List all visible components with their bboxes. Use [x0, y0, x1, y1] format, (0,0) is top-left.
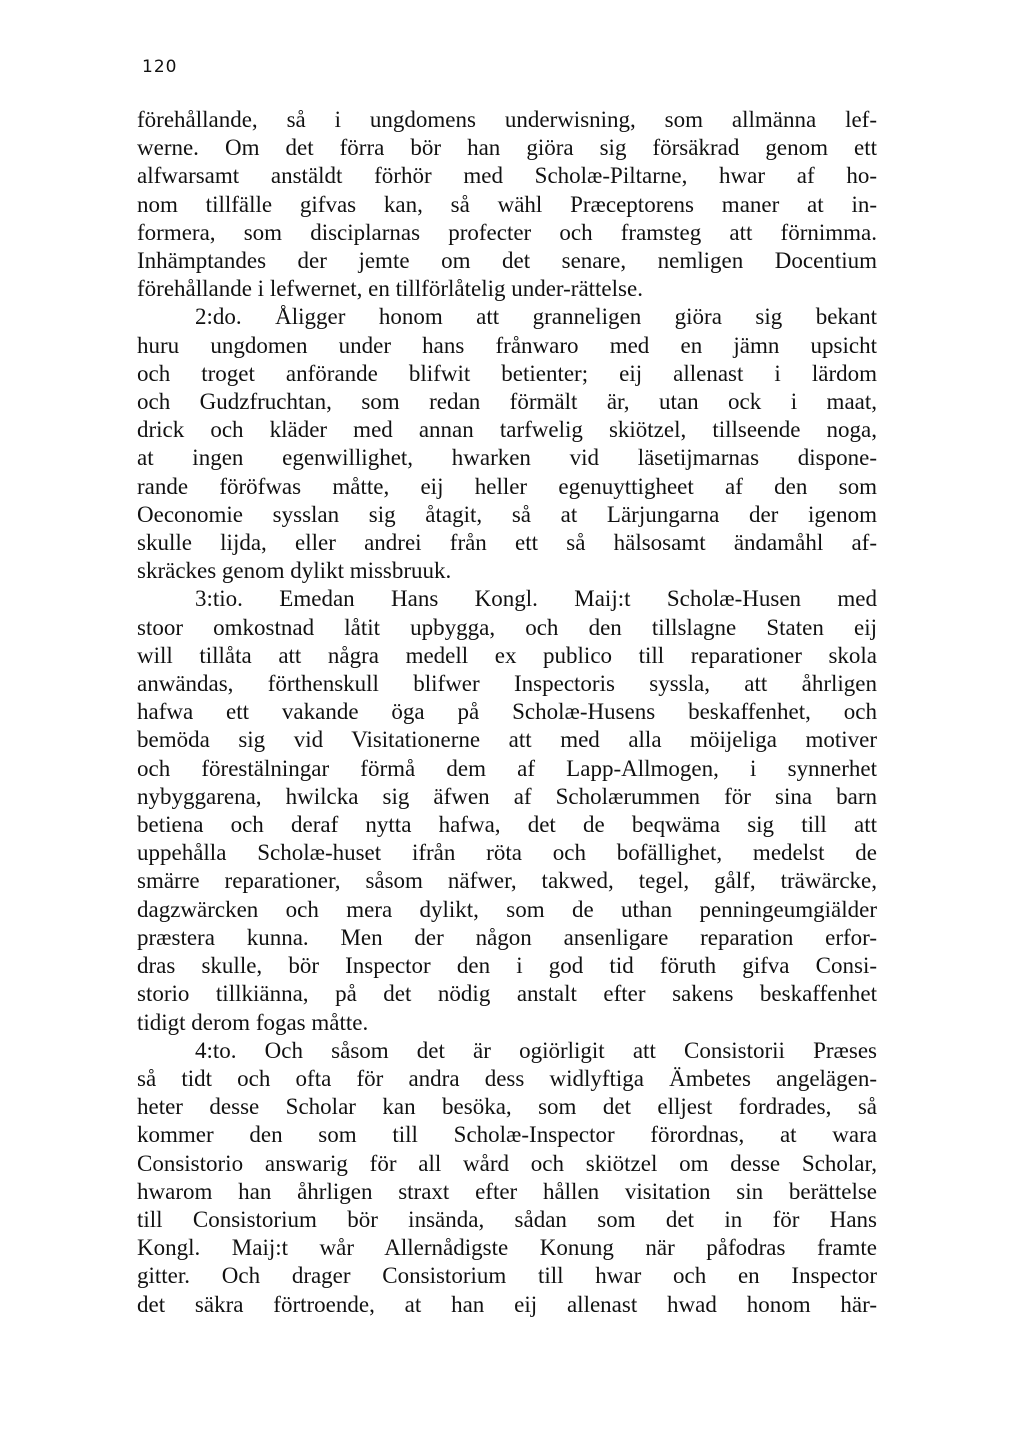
- text-line: dras skulle, bör Inspector den i god tid föruth gifva Consi-: [137, 953, 877, 979]
- text-line: tidigt derom fogas måtte.: [137, 1009, 369, 1035]
- text-line: huru ungdomen under hans frånwaro med en jämn upsicht: [137, 332, 877, 358]
- text-line: 2:do. Åligger honom att granneligen giöra sig bekant: [195, 304, 877, 330]
- text-line: nybyggarena, hwilcka sig äfwen af Scholærummen för sina barn: [137, 783, 877, 809]
- text-line: och troget anförande blifwit betienter; eij allenast i lärdom: [137, 360, 877, 386]
- text-line: kommer den som till Scholæ-Inspector förordnas, at wara: [137, 1122, 877, 1148]
- text-line: och förestälningar förmå dem af Lapp-Allmogen, i synnerhet: [137, 755, 877, 781]
- text-line: uppehålla Scholæ-huset ifrån röta och bofällighet, medelst de: [137, 840, 877, 866]
- text-line: nom tillfälle gifvas kan, så wähl Præceptorens maner at in-: [137, 191, 877, 217]
- text-line: storio tillkiänna, på det nödig anstalt efter sakens beskaffenhet: [137, 981, 877, 1007]
- text-line: och Gudzfruchtan, som redan förmält är, utan ock i maat,: [137, 389, 877, 415]
- text-line: heter desse Scholar kan besöka, som det elljest fordrades, så: [137, 1094, 877, 1120]
- text-line: Inhämptandes der jemte om det senare, nemligen Docentium: [137, 248, 877, 274]
- text-line: hwarom han åhrligen straxt efter hållen visitation sin berättelse: [137, 1178, 877, 1204]
- text-line: gitter. Och drager Consistorium till hwar och en Inspector: [137, 1263, 877, 1289]
- text-line: Kongl. Maij:t wår Allernådigste Konung när påfodras framte: [137, 1235, 877, 1261]
- text-line: werne. Om det förra bör han giöra sig försäkrad genom ett: [137, 135, 877, 161]
- text-line: drick och kläder med annan tarfwelig skiötzel, tillseende noga,: [137, 417, 877, 443]
- text-line: det säkra förtroende, at han eij allenast hwad honom här-: [137, 1291, 877, 1317]
- text-line: förehållande i lefwernet, en tillförlåtelig under-rättelse.: [137, 276, 643, 302]
- text-line: dagzwärcken och mera dylikt, som de uthan penningeumgiälder: [137, 896, 877, 922]
- text-line: till Consistorium bör insända, sådan som det in för Hans: [137, 1206, 877, 1232]
- text-line: alfwarsamt anstäldt förhör med Scholæ-Piltarne, hwar af ho-: [137, 163, 877, 189]
- text-line: præstera kunna. Men der någon ansenligare reparation erfor-: [137, 924, 877, 950]
- text-line: stoor omkostnad låtit upbygga, och den tillslagne Staten eij: [137, 614, 877, 640]
- text-line: så tidt och ofta för andra dess widlyftiga Ämbetes angelägen-: [137, 1065, 877, 1091]
- text-line: smärre reparationer, såsom näfwer, takwed, tegel, gålf, träwärcke,: [137, 868, 877, 894]
- text-line: skräckes genom dylikt missbruuk.: [137, 558, 452, 584]
- page-number: 120: [142, 57, 178, 77]
- text-line: Consistorio answarig för all wård och skiötzel om desse Scholar,: [137, 1150, 877, 1176]
- body-text: [137, 106, 877, 1319]
- text-line: 3:tio. Emedan Hans Kongl. Maij:t Scholæ-Husen med: [195, 586, 877, 612]
- text-line: formera, som disciplarnas profecter och framsteg att förnimma.: [137, 219, 877, 245]
- text-line: förehållande, så i ungdomens underwisning, som allmänna lef-: [137, 107, 877, 132]
- text-line: hafwa ett vakande öga på Scholæ-Husens beskaffenhet, och: [137, 699, 877, 725]
- text-line: at ingen egenwillighet, hwarken vid läsetijmarnas dispone-: [137, 445, 877, 471]
- text-line: will tillåta att några medell ex publico till reparationer skola: [137, 642, 877, 668]
- text-line: anwändas, förthenskull blifwer Inspectoris syssla, att åhrligen: [137, 671, 877, 697]
- text-line: skulle lijda, eller andrei från ett så hälsosamt ändamåhl af-: [137, 530, 877, 556]
- text-line: 4:to. Och såsom det är ogiörligit att Consistorii Præses: [195, 1037, 877, 1063]
- text-line: Oeconomie sysslan sig åtagit, så at Lärjungarna der igenom: [137, 501, 877, 527]
- text-line: bemöda sig vid Visitationerne att med alla möijeliga motiver: [137, 727, 877, 753]
- text-line: rande föröfwas måtte, eij heller egenuyttigheet af den som: [137, 473, 877, 499]
- text-line: betiena och deraf nytta hafwa, det de beqwäma sig till att: [137, 812, 877, 838]
